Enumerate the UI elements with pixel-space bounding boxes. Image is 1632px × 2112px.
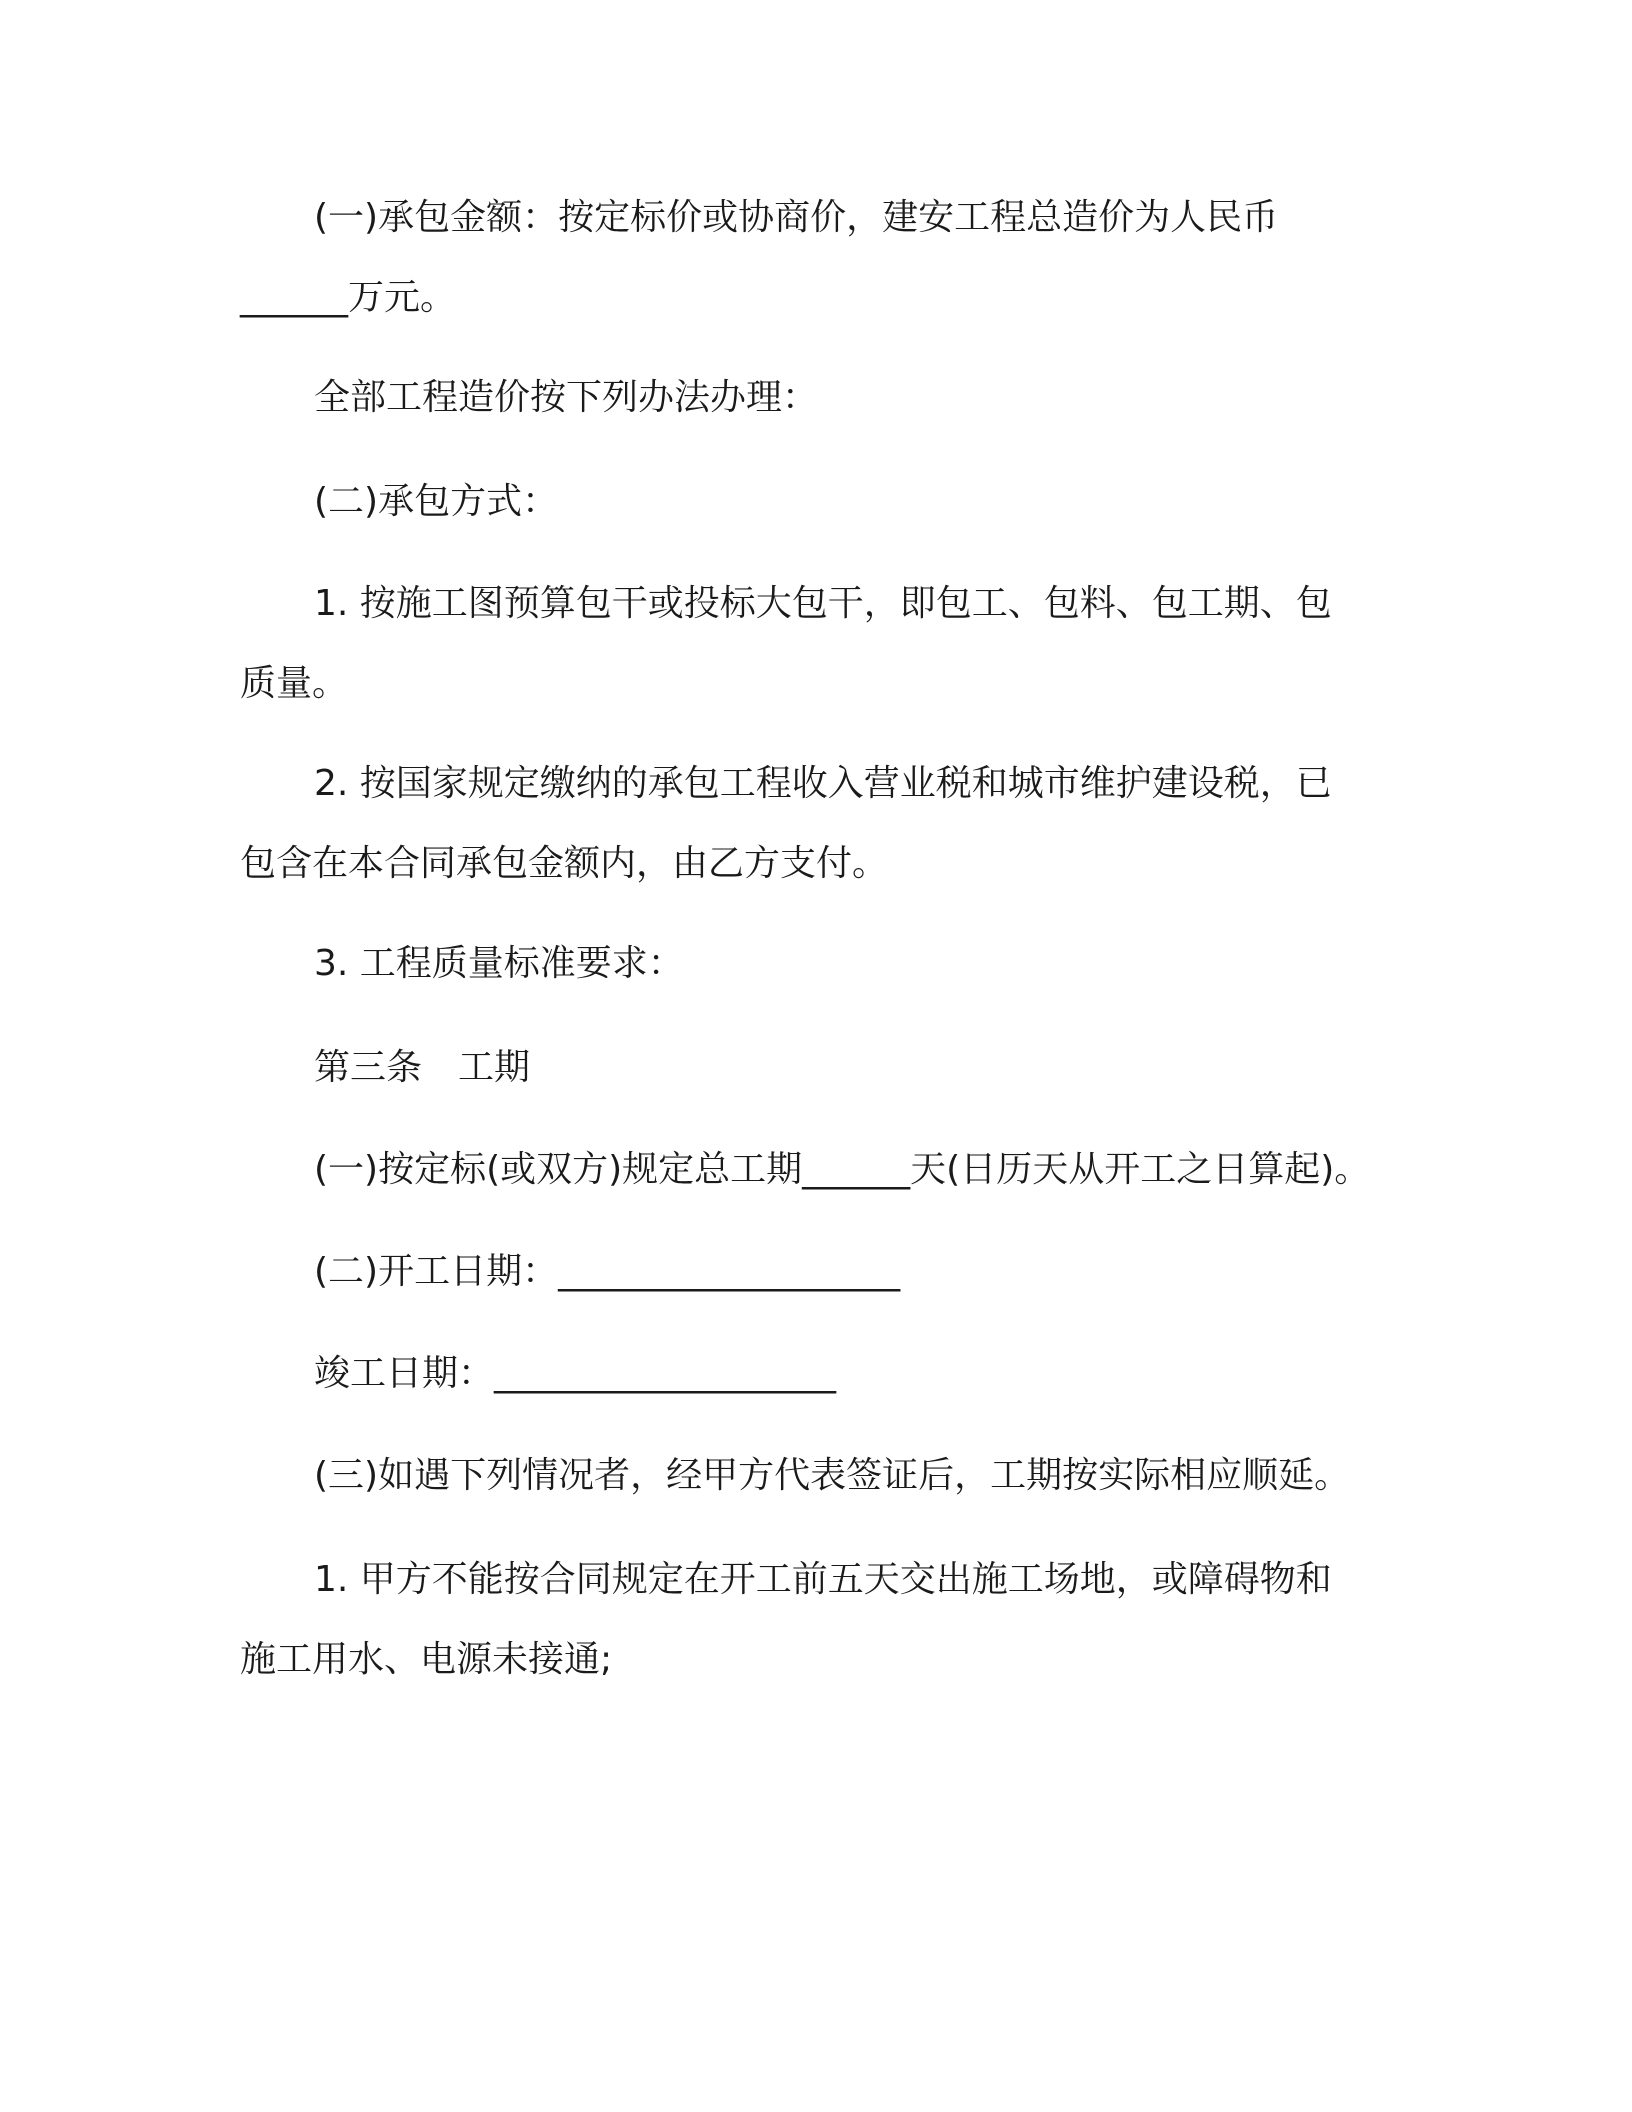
- paragraph-line: 1. 甲方不能按合同规定在开工前五天交出施工场地，或障碍物和: [314, 1559, 1332, 1600]
- paragraph-line: 1. 按施工图预算包干或投标大包干，即包工、包料、包工期、包: [314, 583, 1332, 624]
- paragraph-line: (一)承包金额：按定标价或协商价，建安工程总造价为人民币: [314, 197, 1279, 238]
- paragraph-item-2: [240, 744, 1420, 904]
- paragraph-line: ______万元。: [240, 277, 457, 318]
- paragraph-line: 质量。: [240, 663, 349, 704]
- paragraph-total-duration: [240, 1130, 1420, 1210]
- paragraph-line: 施工用水、电源未接通;: [240, 1639, 613, 1680]
- paragraph-line: 2. 按国家规定缴纳的承包工程收入营业税和城市维护建设税，已: [314, 763, 1332, 804]
- paragraph-item-1: [240, 564, 1420, 724]
- paragraph-line: 竣工日期：___________________: [314, 1353, 837, 1394]
- paragraph-line: (二)承包方式：: [314, 481, 559, 522]
- paragraph-cost-method: [240, 358, 1420, 438]
- paragraph-contract-mode: [240, 462, 1420, 542]
- paragraph-line: 全部工程造价按下列办法办理：: [314, 377, 819, 418]
- paragraph-line: 包含在本合同承包金额内，由乙方支付。: [240, 843, 889, 884]
- paragraph-line: 3. 工程质量标准要求：: [314, 943, 684, 984]
- paragraph-contract-amount: [240, 178, 1420, 338]
- paragraph-extension: [240, 1436, 1420, 1516]
- article-heading-duration: [240, 1028, 1420, 1108]
- paragraph-line: (二)开工日期：___________________: [314, 1251, 901, 1292]
- paragraph-item-3: [240, 924, 1420, 1004]
- paragraph-completion-date: [240, 1334, 1420, 1414]
- paragraph-extension-item-1: [240, 1540, 1420, 1700]
- paragraph-line: (三)如遇下列情况者，经甲方代表签证后，工期按实际相应顺延。: [314, 1455, 1351, 1496]
- paragraph-line: (一)按定标(或双方)规定总工期______天(日历天从开工之日算起)。: [314, 1149, 1371, 1190]
- paragraph-start-date: [240, 1232, 1420, 1312]
- paragraph-line: 第三条 工期: [314, 1047, 531, 1088]
